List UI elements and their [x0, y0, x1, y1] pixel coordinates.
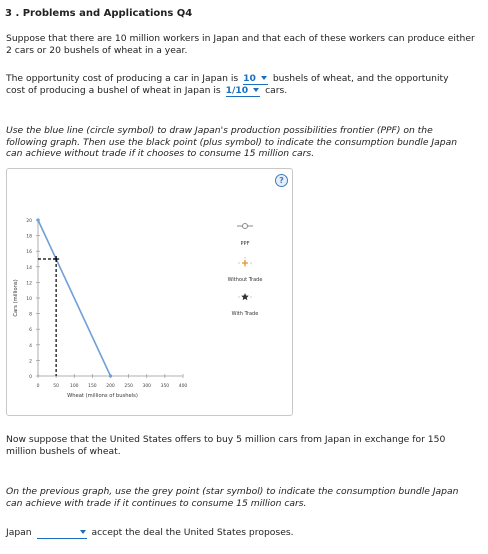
y-tick-label: 0 — [29, 375, 32, 380]
legend-label-without-trade: Without Trade — [227, 277, 263, 283]
star-icon[interactable] — [241, 293, 249, 300]
y-axis-label: Cars (millions) — [13, 279, 19, 317]
plus-icon[interactable] — [242, 260, 248, 266]
y-tick-label: 16 — [26, 250, 32, 256]
x-tick-label: 150 — [88, 384, 97, 389]
x-axis-label: Wheat (millions of bushels) — [67, 393, 138, 399]
x-tick-label: 100 — [69, 384, 79, 389]
car-cost-dropdown[interactable] — [243, 74, 268, 85]
circle-line-icon[interactable] — [243, 224, 248, 229]
wheat-cost-dropdown[interactable] — [226, 86, 261, 97]
chevron-down-icon — [253, 88, 259, 92]
x-tick-label: 300 — [142, 384, 152, 389]
y-tick-label: 10 — [26, 297, 32, 302]
ppf-point[interactable] — [109, 374, 112, 377]
x-tick-label: 250 — [124, 384, 133, 389]
help-icon[interactable]: ? — [275, 174, 288, 187]
ppf-line[interactable] — [38, 220, 111, 376]
final-question — [6, 527, 476, 539]
y-tick-label: 20 — [26, 219, 32, 224]
x-tick-label: 0 — [36, 384, 40, 389]
y-tick-label: 14 — [26, 265, 32, 271]
opportunity-cost-text — [6, 73, 476, 97]
y-tick-label: 4 — [29, 343, 32, 349]
x-tick-label: 200 — [106, 384, 115, 389]
wheat-cost-value: 1/10 — [225, 85, 249, 96]
y-tick-label: 18 — [26, 234, 32, 240]
chevron-down-icon — [261, 76, 267, 80]
graph-panel — [6, 168, 293, 416]
intro-text: Suppose that there are 10 million workers in Japan and that each of these workers can produce either 2 cars or 20 bushels of wheat in a year. — [6, 33, 475, 56]
y-tick-label: 2 — [29, 359, 32, 365]
legend-label-with-trade: With Trade — [231, 311, 259, 317]
x-tick-label: 50 — [53, 384, 59, 389]
graph-instructions-2: On the previous graph, use the grey point (star symbol) to indicate the consumption bundle Japan can achieve with trade if it continues to consume 15 million cars. — [6, 486, 459, 509]
accept-decision-dropdown[interactable] — [37, 528, 87, 539]
car-cost-value: 10 — [243, 73, 256, 84]
final-subject: Japan — [6, 527, 32, 538]
text-wheat-cost-pre: cost of producing a bushel of wheat in Japan is — [6, 85, 221, 96]
x-tick-label: 350 — [160, 384, 170, 389]
graph-instructions: Use the blue line (circle symbol) to draw Japan's production possibilities frontier (PPF) on the following graph. Then use the black point (plus symbol) to indicate the consumption bundle Japan can achieve without trade if it chooses to consume 15 million cars. — [6, 125, 458, 159]
text-car-cost-post: bushels of wheat, and the opportunity — [272, 73, 449, 84]
final-tail: accept the deal the United States proposes. — [91, 527, 294, 538]
question-title: 3 . Problems and Applications Q4 — [5, 8, 193, 19]
y-tick-label: 8 — [29, 312, 32, 318]
x-tick-label: 400 — [178, 384, 188, 389]
legend-label-ppf: PPF — [240, 241, 250, 247]
y-tick-label: 6 — [29, 328, 32, 334]
ppf-point[interactable] — [36, 218, 39, 221]
ppf-graph[interactable] — [7, 169, 292, 415]
accept-decision-value — [37, 527, 40, 538]
chevron-down-icon — [80, 530, 86, 534]
text-car-cost-pre: The opportunity cost of producing a car in Japan is — [6, 73, 239, 84]
text-wheat-cost-post: cars. — [265, 85, 288, 96]
without-trade-point[interactable] — [53, 256, 59, 262]
y-tick-label: 12 — [26, 281, 32, 287]
offer-text: Now suppose that the United States offers to buy 5 million cars from Japan in exchange for 150 million bushels of wheat. — [6, 434, 446, 457]
